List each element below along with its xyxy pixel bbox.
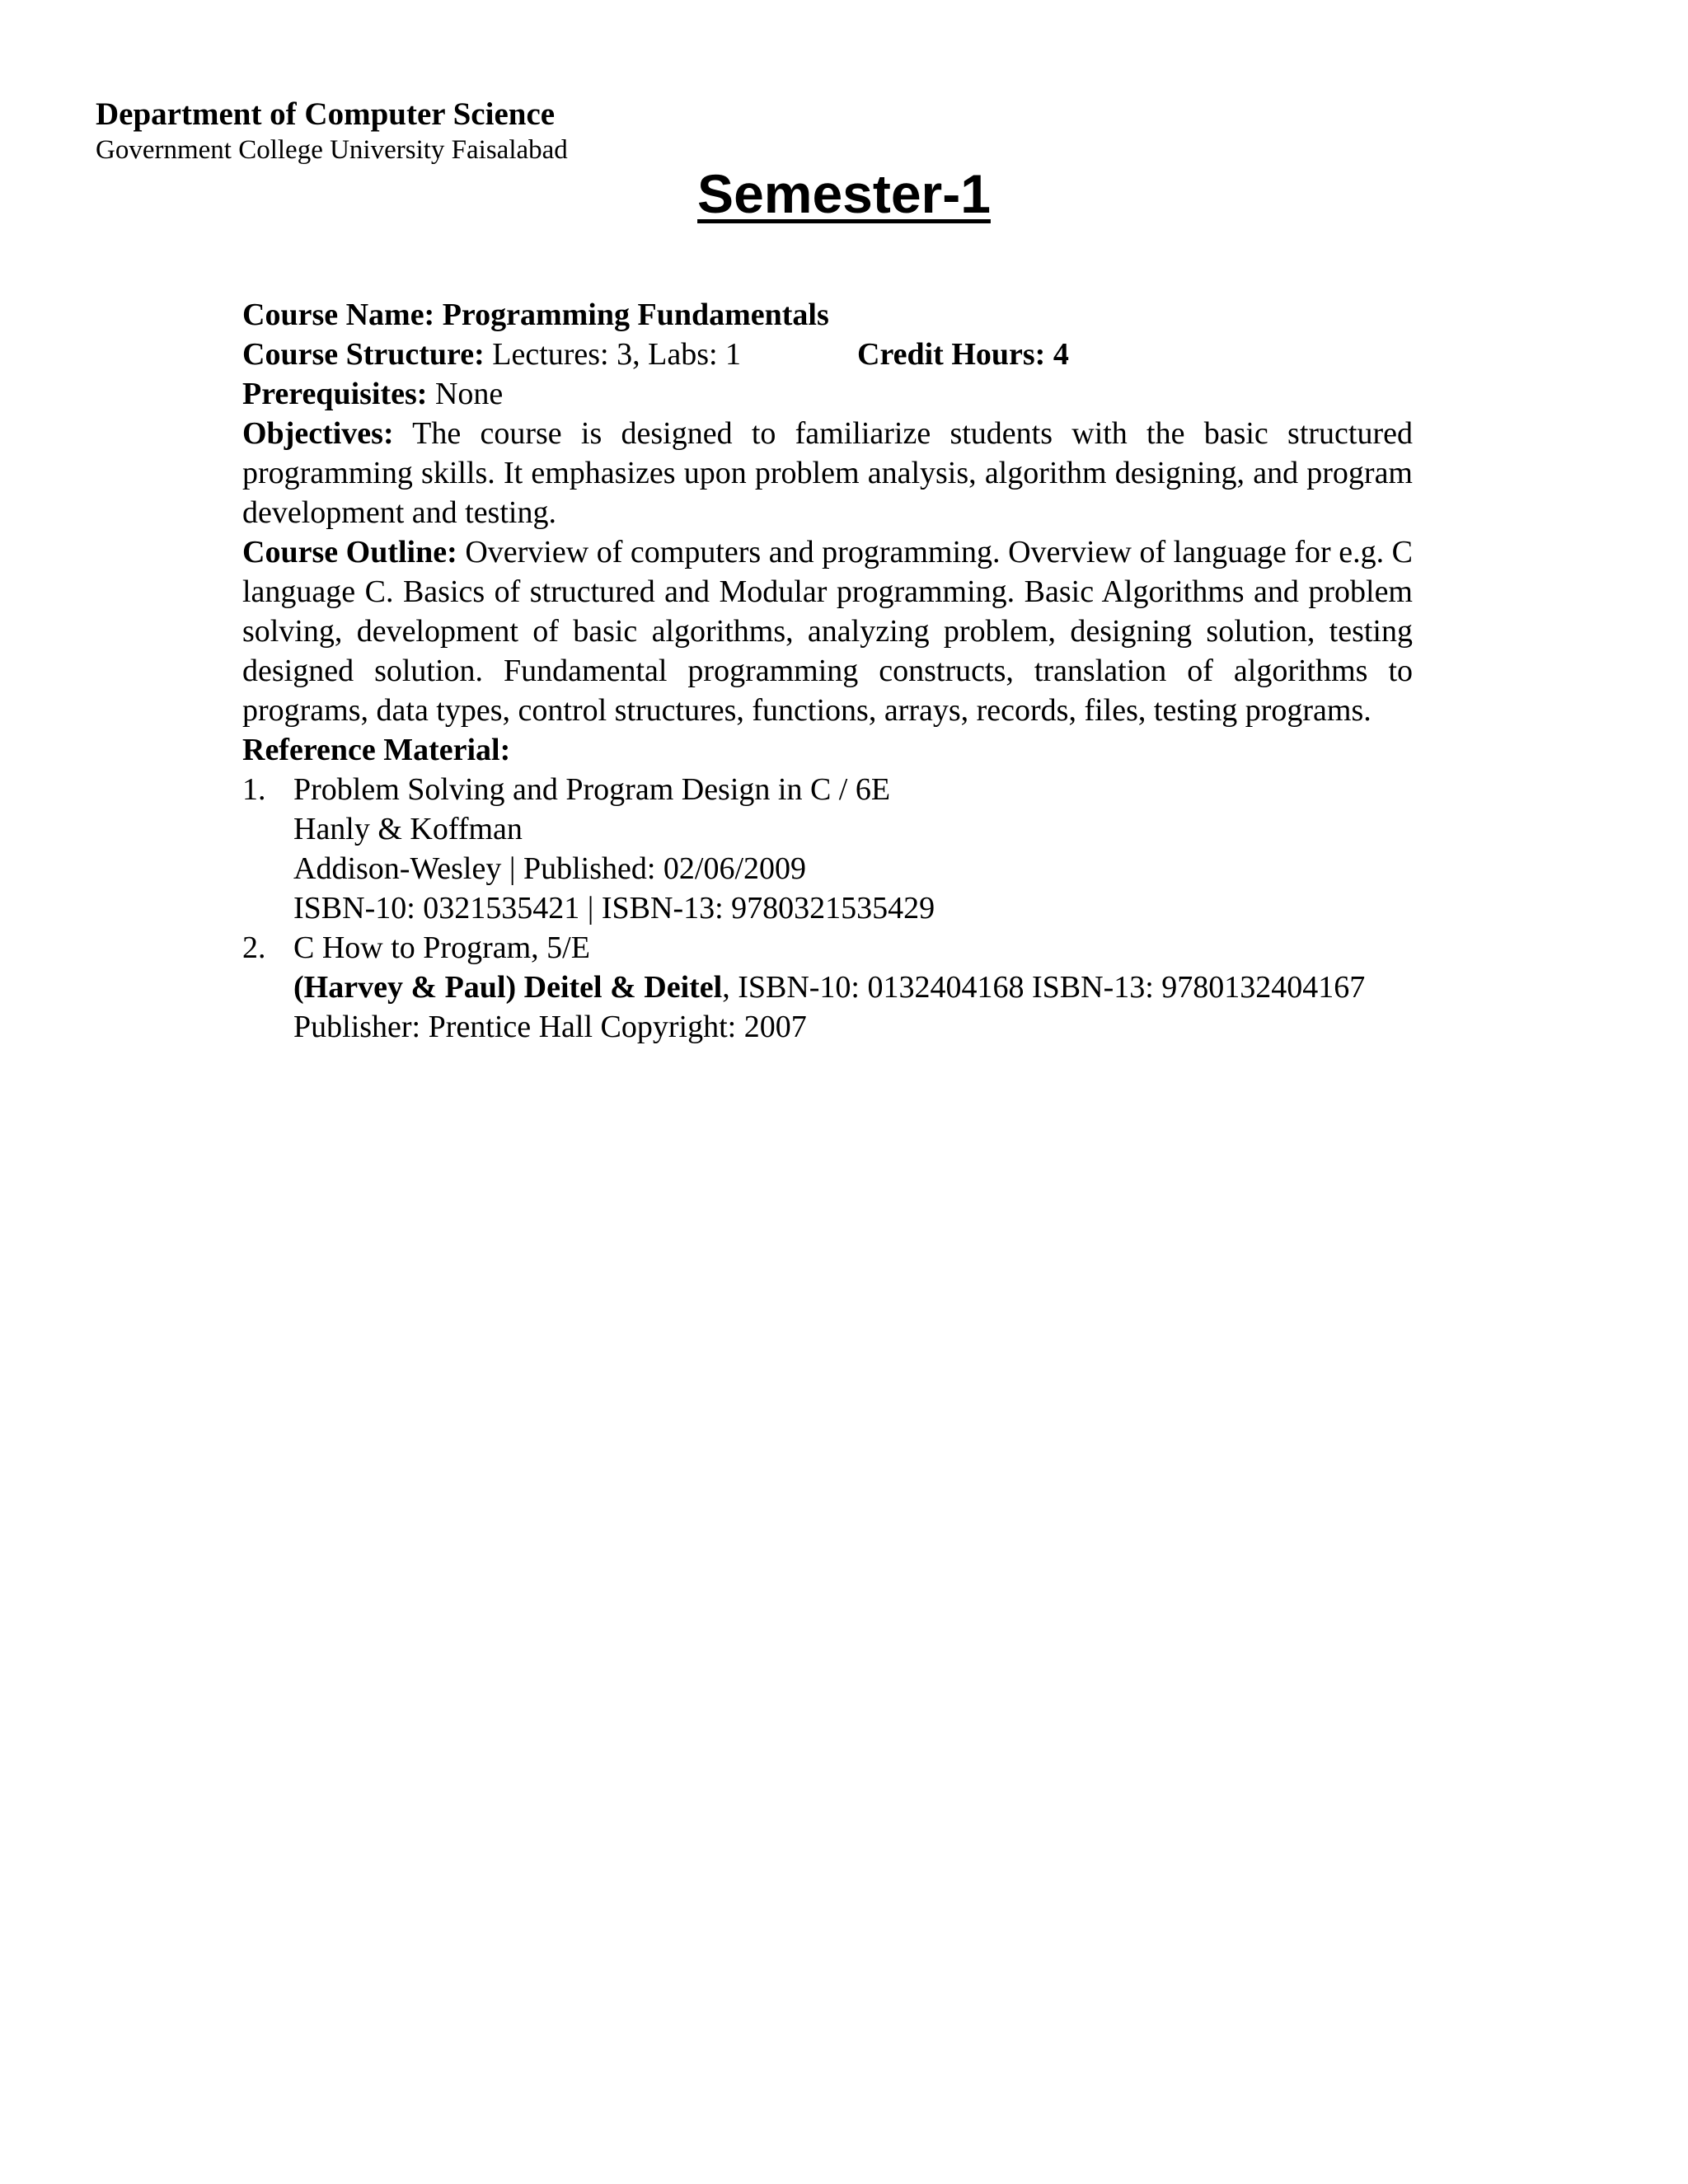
prerequisites-label: Prerequisites:: [242, 377, 428, 411]
reference-item-2-title: C How to Program, 5/E: [293, 930, 590, 965]
objectives-paragraph: [242, 414, 1413, 532]
course-outline-paragraph: [242, 532, 1413, 730]
reference-item-1-title: Problem Solving and Program Design in C / 6E: [293, 772, 891, 807]
course-structure-value: Lectures: 3, Labs: 1: [492, 337, 742, 372]
prerequisites-value: None: [434, 377, 504, 411]
reference-item-1-isbn: ISBN-10: 0321535421 | ISBN-13: 9780321535429: [293, 891, 935, 926]
credit-hours: Credit Hours: 4: [857, 337, 1069, 372]
prerequisites-line: [242, 374, 1413, 414]
course-outline-label: Course Outline:: [242, 535, 457, 569]
reference-item-2-authors: (Harvey & Paul) Deitel & Deitel: [293, 970, 723, 1005]
reference-item-2-number: 2.: [242, 930, 266, 965]
reference-item-1: [242, 770, 1413, 928]
institution-name: Government College University Faisalabad: [96, 135, 568, 165]
reference-item-1-number: 1.: [242, 772, 266, 807]
department-name: Department of Computer Science: [96, 96, 556, 132]
reference-item-2: [242, 928, 1413, 1047]
reference-item-2-authors-line: [293, 968, 1413, 1007]
course-name-label: Course Name:: [242, 298, 435, 332]
objectives-label: Objectives:: [242, 416, 394, 451]
page-title: [0, 163, 1688, 224]
reference-item-1-publisher: Addison-Wesley | Published: 02/06/2009: [293, 851, 807, 886]
document-body: [242, 295, 1413, 1047]
reference-item-2-isbn: , ISBN-10: 0132404168 ISBN-13: 9780132404167: [722, 970, 1366, 1005]
reference-list: [242, 770, 1413, 1047]
reference-item-1-authors: Hanly & Koffman: [293, 812, 523, 846]
reference-item-2-lines: [293, 928, 1413, 1047]
course-structure-line: [242, 335, 1413, 374]
reference-material-heading: Reference Material:: [242, 733, 511, 767]
document-header: [96, 96, 568, 166]
page-title-text: Semester-1: [697, 163, 991, 224]
course-name-value: Programming Fundamentals: [442, 298, 829, 332]
reference-item-2-publisher: Publisher: Prentice Hall Copyright: 2007: [293, 1010, 807, 1044]
course-name-line: [242, 295, 1413, 335]
course-outline-text: Overview of computers and programming. Overview of language for e.g. C language C. Basics of structured and Modular programming. Basic Algorithms and problem solving, development of basic algorithms, analyzing problem, designing solution, testing designed solution. Fundamental programming constructs, translation of algorithms to programs, data types, control structures, functions, arrays, records, files, testing programs.: [242, 535, 1413, 728]
reference-item-1-lines: [293, 770, 1413, 928]
objectives-text: The course is designed to familiarize students with the basic structured programming skills. It emphasizes upon problem analysis, algorithm designing, and program development and testing.: [242, 416, 1413, 530]
course-structure-label: Course Structure:: [242, 337, 485, 372]
